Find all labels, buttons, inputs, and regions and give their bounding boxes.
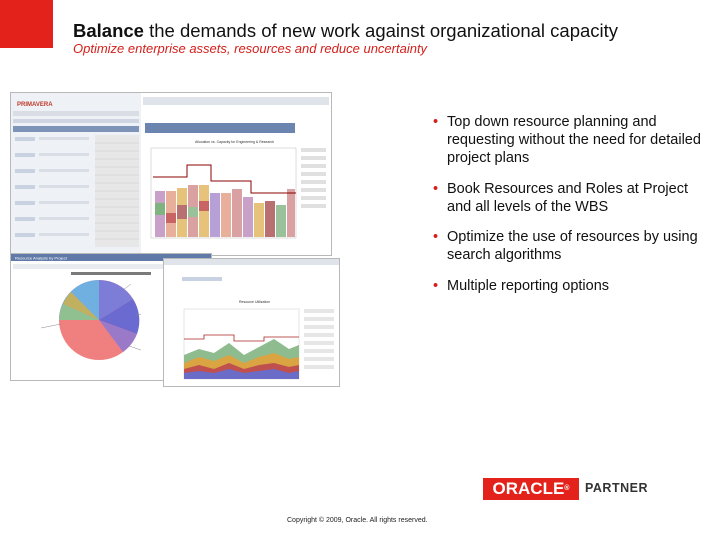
bullet-item — [433, 180, 715, 216]
resource-planning-illustration — [11, 93, 331, 255]
bullet-text: Multiple reporting options — [447, 277, 610, 294]
bullet-marker: • — [433, 229, 439, 245]
bullet-item — [433, 228, 715, 264]
bullet-item — [433, 277, 715, 295]
bullet-marker: • — [433, 114, 439, 130]
planning-app-logo: PRIMAVERA — [17, 102, 53, 108]
resource-planning-screenshot — [10, 92, 332, 256]
bullet-text: Book Resources and Roles at Project and all levels of the WBS — [447, 180, 688, 215]
title-rest: the demands of new work against organizational capacity — [143, 20, 619, 41]
area-chart-title: Resource Utilization — [239, 300, 271, 304]
planning-chart-title: Allocation vs. Capacity for Engineering & Research — [195, 140, 275, 144]
pie-chart-title: Resource Analysis by Project — [15, 255, 67, 261]
bullet-item — [433, 113, 715, 167]
area-chart-illustration — [164, 259, 339, 386]
slide-subtitle: Optimize enterprise assets, resources and reduce uncertainty — [73, 41, 428, 56]
slide-title — [73, 20, 618, 42]
bullet-marker: • — [433, 277, 439, 294]
registered-mark: ® — [564, 485, 570, 492]
copyright-notice: Copyright © 2009, Oracle. All rights reserved. — [287, 517, 428, 524]
bullet-text: Optimize the use of resources by using search algorithms — [447, 229, 698, 263]
oracle-logo — [483, 478, 579, 500]
title-bold-word: Balance — [73, 20, 144, 41]
area-chart-screenshot — [163, 258, 340, 387]
bullet-marker: • — [433, 180, 439, 197]
oracle-logo-text: ORACLE — [492, 479, 565, 498]
bullet-list — [433, 113, 715, 307]
bullet-text: Top down resource planning and requesting without the need for detailed project plans — [447, 114, 701, 166]
corner-accent-bar — [0, 0, 53, 48]
partner-label: PARTNER — [585, 481, 648, 495]
